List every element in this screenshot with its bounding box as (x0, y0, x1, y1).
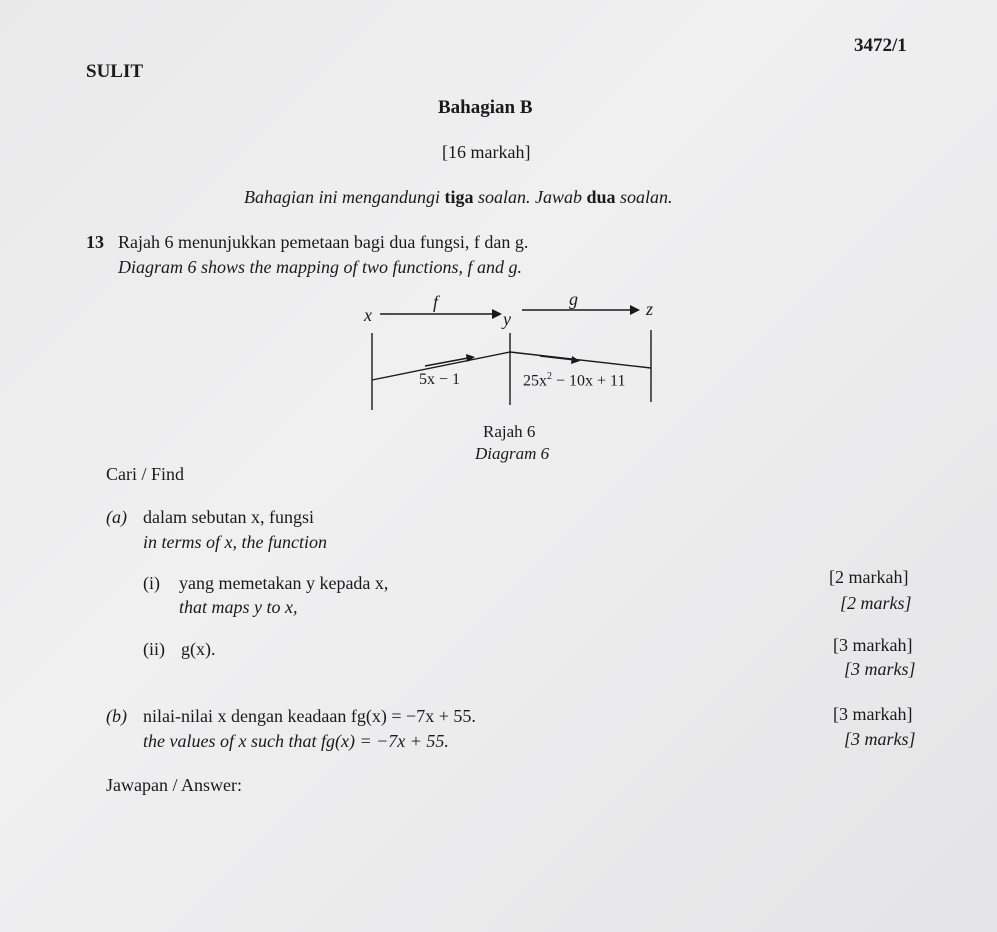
instruction-prefix: Bahagian ini mengandungi (244, 187, 445, 207)
expr-z-sup: 2 (547, 371, 552, 382)
diagram-label-g: g (569, 289, 578, 309)
part-a-i-text-ms: yang memetakan y kepada x, (179, 573, 389, 593)
part-b-marks-en: [3 marks] (844, 729, 916, 749)
diagram-label-x: x (364, 305, 372, 325)
part-a-i-marks-en: [2 marks] (840, 593, 912, 613)
part-a-label: (a) (106, 507, 127, 527)
diagram-label-f: f (433, 292, 439, 312)
part-a-ii-text: g(x). (181, 639, 216, 659)
section-marks: [16 markah] (442, 142, 531, 162)
instruction-suffix: soalan. (615, 187, 673, 207)
diagram-label-y: y (503, 309, 511, 329)
sulit-label: SULIT (86, 61, 144, 82)
part-a-text-ms: dalam sebutan x, fungsi (143, 507, 314, 527)
instruction-bold-dua: dua (586, 187, 616, 207)
question-text-en: Diagram 6 shows the mapping of two functions, f and g. (118, 257, 523, 277)
mapping-line-g (510, 352, 651, 368)
part-a-i-label: (i) (143, 573, 160, 593)
small-arrowhead-f (466, 354, 475, 362)
part-a-i-text-en: that maps y to x, (179, 597, 298, 617)
part-b-marks-ms: [3 markah] (833, 704, 913, 724)
part-a-text-en: in terms of x, the function (143, 532, 327, 552)
diagram-label-z: z (646, 299, 654, 319)
part-a-ii-marks-ms: [3 markah] (833, 635, 913, 655)
part-b-text-ms: nilai-nilai x dengan keadaan fg(x) = −7x + 55. (143, 706, 476, 726)
part-a-i-marks-ms: [2 markah] (829, 567, 909, 587)
diagram-expr-z (523, 372, 625, 389)
arrowhead-g (630, 305, 640, 315)
part-b-label: (b) (106, 706, 127, 726)
arrowhead-f (492, 309, 502, 319)
instruction-mid: soalan. Jawab (473, 187, 587, 207)
instruction-bold-tiga: tiga (444, 187, 474, 207)
small-arrow-g (540, 356, 575, 360)
question-number: 13 (86, 232, 104, 252)
question-text-ms: Rajah 6 menunjukkan pemetaan bagi dua fungsi, f dan g. (118, 232, 529, 252)
paper-code: 3472/1 (854, 35, 907, 56)
expr-z-part1: 25x (523, 372, 547, 390)
section-title: Bahagian B (438, 97, 533, 118)
find-label: Cari / Find (106, 464, 185, 484)
diagram-caption-ms: Rajah 6 (483, 422, 536, 441)
part-a-ii-label: (ii) (143, 639, 165, 659)
diagram-caption-en: Diagram 6 (475, 444, 550, 463)
answer-label: Jawapan / Answer: (106, 775, 242, 795)
expr-z-part2: − 10x + 11 (552, 372, 626, 390)
diagram-expr-y: 5x − 1 (419, 371, 461, 388)
part-a-ii-marks-en: [3 marks] (844, 659, 916, 679)
part-b-text-en: the values of x such that fg(x) = −7x + 55. (143, 731, 449, 751)
